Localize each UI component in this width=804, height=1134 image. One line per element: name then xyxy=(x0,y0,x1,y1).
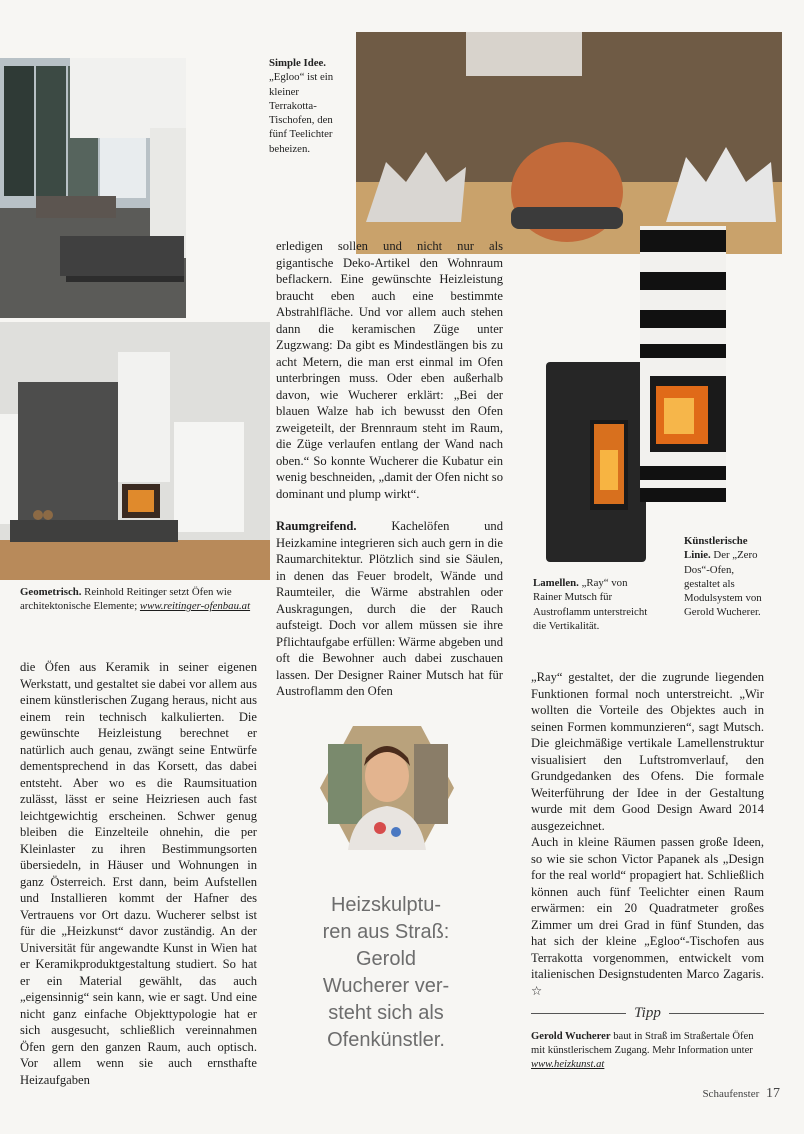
right-column-text xyxy=(531,669,764,999)
living-room-photo xyxy=(0,58,186,318)
raumgreifend-lede: Raumgreifend. xyxy=(276,519,357,533)
pull-quote-line-4: Wucherer ver- xyxy=(322,975,450,997)
caption-geometric-lead: Geometrisch. xyxy=(20,586,82,598)
caption-geometric-text: Reinhold Reitinger setzt Öfen wie architektonische Elemente; xyxy=(20,586,232,613)
pull-quote-line-3: Gerold xyxy=(355,948,417,970)
ray-stove-photo xyxy=(544,360,648,564)
middle-paragraph-2 xyxy=(276,518,503,700)
tipp-header xyxy=(531,1005,764,1022)
tipp-text: baut in Straß im Straßertale Öfen mit künstlerischem Zugang. Mehr Information unter xyxy=(531,1031,754,1056)
footer-magazine: Schaufenster xyxy=(702,1088,760,1100)
pull-quote-line-5: steht sich als xyxy=(328,1002,444,1024)
pull-quote-line-6: Ofenkünstler. xyxy=(327,1029,445,1051)
caption-egloo-text: „Egloo“ ist ein kleiner Terrakotta-Tischofen, den fünf Teelichter beheizen. xyxy=(269,71,334,155)
tipp-name: Gerold Wucherer xyxy=(531,1031,611,1042)
caption-lamellen-text: „Ray“ von Rainer Mutsch für Austroflamm unterstreicht die Vertikalität. xyxy=(533,577,648,632)
zero-dos-stove-photo xyxy=(640,226,726,502)
pull-quote-line-2: ren aus Straß: xyxy=(322,921,450,943)
middle-column-text xyxy=(276,238,503,700)
pull-quote xyxy=(280,892,492,1054)
caption-lamellen-lead: Lamellen. xyxy=(533,577,579,589)
geometric-stove-photo xyxy=(0,322,270,580)
caption-kuenstlerisch-text: Der „Zero Dos“-Ofen, gestaltet als Modulsystem von Gerold Wucherer. xyxy=(684,549,762,619)
end-mark-icon: ☆ xyxy=(531,983,543,998)
tipp-body xyxy=(531,1030,764,1072)
right-paragraph-2 xyxy=(531,834,764,999)
right-paragraph-2-text: Auch in kleine Räumen passen große Ideen, so wie sie schon Victor Papanek als „Design for the real world“ propagiert hat. Schließlich können auch fünf Teelichter einen Raum erwärmen: ein 20 Quadratmeter großes Zimmer um drei Grad in fünf Stunden, das hat sich der kleine „Egloo“-Tischofen aus Terrakotta vorgenommen, entwickelt vom italienischen Designstudenten Marco Zagaris. xyxy=(531,835,764,981)
caption-kuenstlerisch xyxy=(684,534,766,620)
egloo-photo xyxy=(356,32,782,254)
right-paragraph-1: „Ray“ gestaltet, der die zugrunde liegenden Funktionen formal noch unterstreicht. „Wir wollten die Vorteile des Objektes auch in seinen Formen kommunzieren“, sagt Mutsch. Die gleichmäßige vertikale Lamellenstruktur visualisiert den Luftstromverlauf, den Grundgedanken des Ofens. Die formale Weiterführung der Idee in der Gestaltung wurde mit dem Good Design Award 2014 ausgezeichnet. xyxy=(531,670,764,833)
tipp-title: Tipp xyxy=(634,1005,661,1021)
caption-egloo-lead: Simple Idee. xyxy=(269,57,326,69)
caption-egloo xyxy=(269,56,349,156)
middle-paragraph-1: erledigen sollen und nicht nur als gigantische Deko-Artikel den Wohnraum beflackern. Eine gewünschte Heizleistung braucht eben auch eine bestimmte Abstrahlfläche. Und vor allem auch stehen dann die keramischen Züge unter Zugzwang: Da gibt es Mindestlängen bis zu acht Metern, die man erst einmal im Ofen unterbringen muss. Oder eben außerhalb davon, wie Wucherer erklärt: „Bei der blauen Walze hab ich bewusst den Ofen zweigeteilt, der Brennraum steht im Raum, die Züge verlaufen entlang der Wand nach oben.“ So konnte Wucherer die Kubatur ein wenig beschneiden, „damit der Ofen nicht so dominant und plump wirkt“. xyxy=(276,239,503,501)
reitinger-link[interactable]: www.reitinger-ofenbau.at xyxy=(139,600,251,613)
footer-page-number: 17 xyxy=(766,1086,780,1101)
tipp-rule-left xyxy=(531,1013,626,1014)
left-column-text xyxy=(20,659,257,1088)
page-footer xyxy=(680,1086,780,1102)
caption-geometric xyxy=(20,585,260,614)
pull-quote-line-1: Heizskulptu- xyxy=(330,894,442,916)
designer-portrait xyxy=(318,724,456,852)
caption-kuenstlerisch-lead: Künstlerische Linie. xyxy=(684,535,748,562)
caption-lamellen xyxy=(533,576,651,633)
left-paragraph: die Öfen aus Keramik in seiner eigenen Werkstatt, und gestaltet sie dabei vor allem aus einem künstlerischen Zugang heraus, nicht aus einem rein technisch kalkulierten. Die gewünschte Heizleistung berechnet er natürlich auch genau, zwängt seine Entwürfe dementsprechend in das Korsett, das dabei entsteht. Aber wo es die Raumsituation zulässt, lässt er seine Heizriesen auch fast leichtgewichtig erscheinen. Schwer genug bleiben die Einzelteile ohnehin, die per Kleinlaster zu ihren Bestimmungsorten übersiedeln, in Häuser und Wohnungen in ganz Österreich. Erst dann, beim Aufstellen und Installieren kommt der Hafner des Vertrauens vor Ort dazu. Wucherer selbst ist für die „Heizkunst“ davor zuständig. An der Universität für angewandte Kunst in Wien hat er Keramikproduktgestaltung studiert. So hat er ein Material gewählt, das auch „eigensinnig“ sein kann, wie er sagt. Und eine nicht ganz einfache Objekttypologie hat er sich ausgesucht, schließlich vereinnahmen Öfen gern den ganzen Raum, auch optisch. Vor allem wenn sie auch ernsthafte Heizaufgaben xyxy=(20,660,257,1087)
tipp-box xyxy=(531,1005,764,1072)
tipp-rule-right xyxy=(669,1013,764,1014)
heizkunst-link[interactable]: www.heizkunst.at xyxy=(531,1059,605,1070)
middle-paragraph-2-text: Kachelöfen und Heizkamine integrieren sich auch gern in die Raumarchitektur. Plötzlich sind sie Säulen, in denen das Feuer brodelt, Wände und Raumteiler, die Wärme abstrahlen oder Auskragungen, durch die der Rauch aufsteigt. Doch vor allem müssen sie ihre Pflichtaufgabe erfüllen: Wärme abgeben und oft die Bewohner auch dabei zuschauen lassen. Der Designer Rainer Mutsch hat für Austroflamm den Ofen xyxy=(276,519,503,698)
